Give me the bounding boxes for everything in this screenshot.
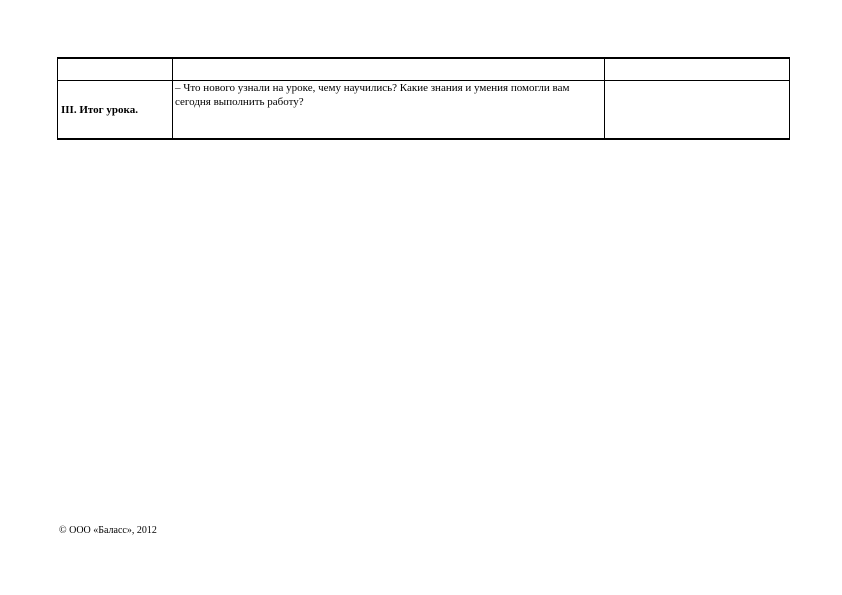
table-header-row bbox=[58, 58, 790, 81]
lesson-plan-table bbox=[57, 57, 790, 140]
header-cell-1 bbox=[58, 58, 173, 81]
content-cell: – Что нового узнали на уроке, чему научились? Какие знания и умения помогли вам сегодня выполнить работу? bbox=[173, 81, 605, 140]
copyright-footer: © ООО «Баласс», 2012 bbox=[59, 525, 157, 536]
table-row bbox=[58, 81, 790, 140]
stage-cell: III. Итог урока. bbox=[58, 81, 173, 140]
header-cell-3 bbox=[605, 58, 790, 81]
header-cell-2 bbox=[173, 58, 605, 81]
notes-cell bbox=[605, 81, 790, 140]
